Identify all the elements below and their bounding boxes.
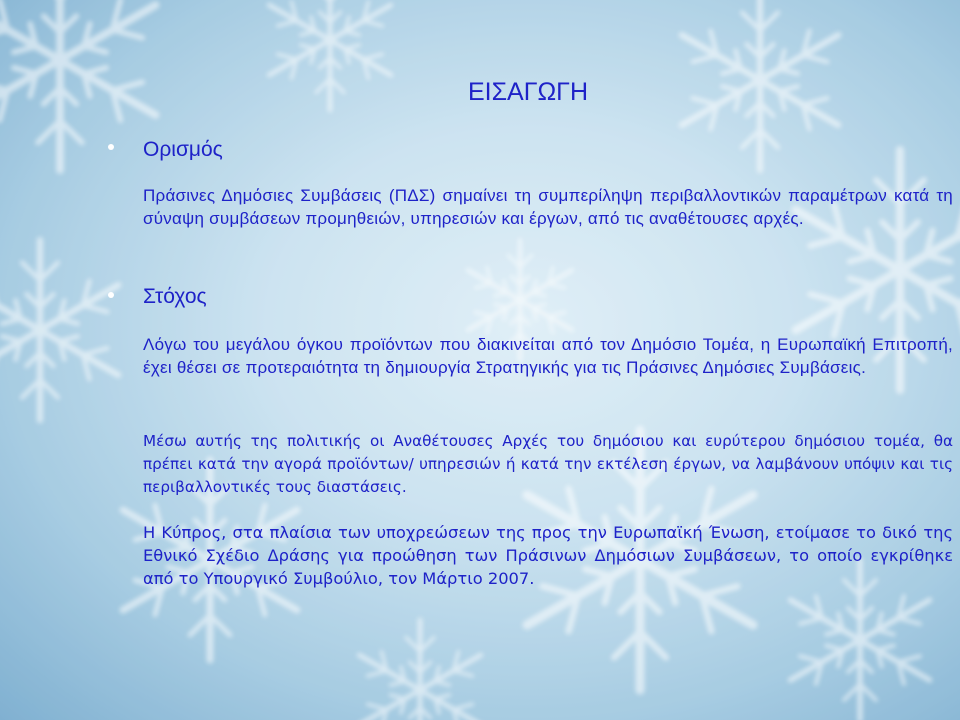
goal-paragraph-2: Μέσω αυτής της πολιτικής οι Αναθέτουσες Αρχές του δημόσιου και ευρύτερου δημόσιου τομέα, θα πρέπει κατά την αγορά προϊόντων/ υπηρεσιών ή κατά την εκτέλεση έργων, να λαμβάνουν υπόψιν και τις περιβαλλοντικές τους διαστάσεις. bbox=[143, 432, 953, 496]
bullet-icon bbox=[106, 142, 116, 152]
goal-paragraph-1: Λόγω του μεγάλου όγκου προϊόντων που διακινείται από τον Δημόσιο Τομέα, η Ευρωπαϊκή Επιτροπή, έχει θέσει σε προτεραιότητα τη δημιουργία Στρατηγικής για τις Πράσινες Δημόσιες Συμβάσεις. bbox=[143, 335, 953, 377]
slide-title: ΕΙΣΑΓΩΓΗ bbox=[467, 78, 589, 106]
bullet-icon bbox=[106, 290, 116, 300]
definition-paragraph: Πράσινες Δημόσιες Συμβάσεις (ΠΔΣ) σημαίνει τη συμπερίληψη περιβαλλοντικών παραμέτρων κατά τη σύναψη συμβάσεων προμηθειών, υπηρεσιών και έργων, από τις αναθέτουσες αρχές. bbox=[143, 186, 953, 228]
section-heading-goal: Στόχος bbox=[143, 285, 207, 308]
goal-paragraph-3: Η Κύπρος, στα πλαίσια των υποχρεώσεων της προς την Ευρωπαϊκή Ένωση, ετοίμασε το δικό της Εθνικό Σχέδιο Δράσης για προώθηση των Πράσινων Δημόσιων Συμβάσεων, το οποίο εγκρίθηκε από το Υπουργικό Συμβούλιο, τον Μάρτιο 2007. bbox=[143, 523, 953, 588]
section-heading-definition: Ορισμός bbox=[143, 138, 223, 161]
